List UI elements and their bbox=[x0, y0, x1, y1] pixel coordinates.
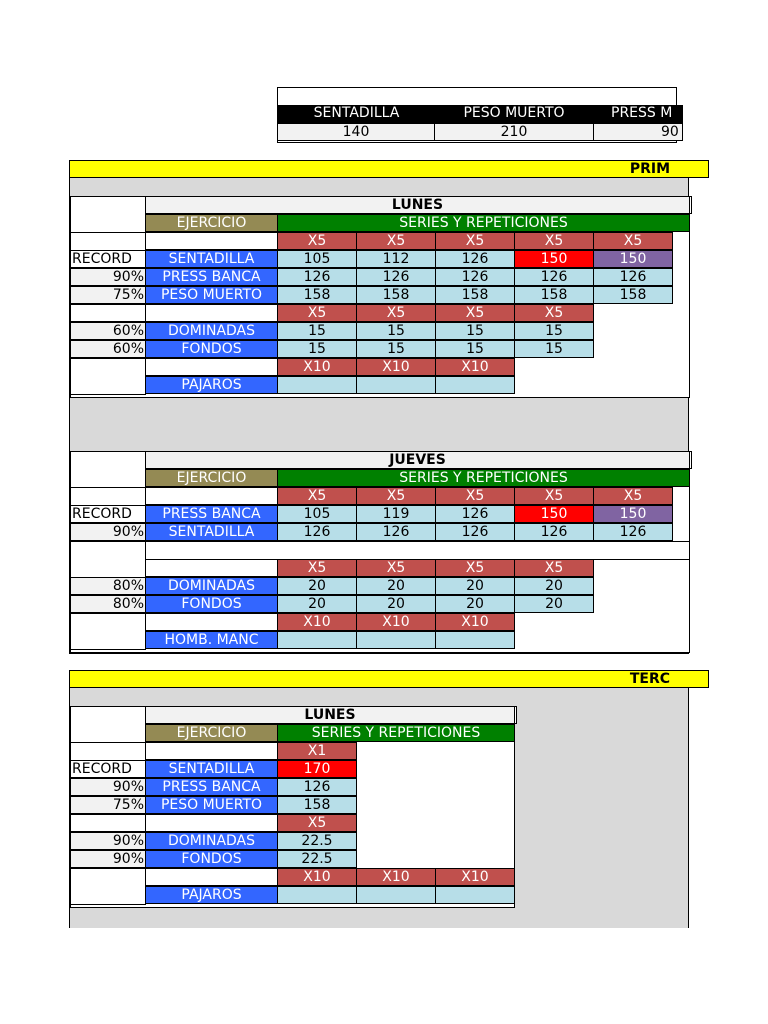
set-value: 126 bbox=[277, 778, 357, 796]
column-header-series: SERIES Y REPETICIONES bbox=[277, 469, 690, 487]
blank-cell bbox=[145, 358, 278, 376]
blank-cell bbox=[145, 232, 278, 250]
records-value-press: 90 bbox=[593, 123, 683, 141]
set-value: 158 bbox=[593, 286, 673, 304]
set-value bbox=[356, 886, 436, 904]
reps-label: X5 bbox=[514, 559, 594, 577]
set-value: 20 bbox=[514, 577, 594, 595]
reps-label: X10 bbox=[277, 613, 357, 631]
week3-banner: TERC bbox=[69, 670, 709, 688]
column-header-series: SERIES Y REPETICIONES bbox=[277, 724, 515, 742]
set-value: 158 bbox=[277, 796, 357, 814]
percent-label: RECORD bbox=[70, 760, 146, 778]
blank-cell bbox=[145, 487, 278, 505]
reps-label: X5 bbox=[435, 487, 515, 505]
exercise-name: PESO MUERTO bbox=[145, 286, 278, 304]
set-value: 112 bbox=[356, 250, 436, 268]
set-value: 126 bbox=[435, 250, 515, 268]
set-value: 22.5 bbox=[277, 850, 357, 868]
reps-label: X5 bbox=[277, 304, 357, 322]
set-value: 15 bbox=[435, 322, 515, 340]
exercise-name: FONDOS bbox=[145, 850, 278, 868]
set-value: 105 bbox=[277, 505, 357, 523]
set-value: 170 bbox=[277, 760, 357, 778]
day-title: LUNES bbox=[145, 706, 515, 724]
blank-cell bbox=[145, 304, 278, 322]
column-header-exercise: EJERCICIO bbox=[145, 214, 278, 232]
set-value bbox=[277, 886, 357, 904]
blank-cell bbox=[70, 868, 146, 905]
set-value: 158 bbox=[277, 286, 357, 304]
reps-label: X10 bbox=[277, 358, 357, 376]
reps-label: X5 bbox=[514, 487, 594, 505]
reps-label: X5 bbox=[277, 487, 357, 505]
week1-banner: PRIM bbox=[69, 160, 709, 178]
set-value: 126 bbox=[514, 523, 594, 541]
set-value bbox=[277, 631, 357, 649]
reps-label: X10 bbox=[356, 613, 436, 631]
set-value: 105 bbox=[277, 250, 357, 268]
reps-label: X10 bbox=[356, 868, 436, 886]
percent-label: RECORD bbox=[70, 250, 146, 268]
reps-label: X10 bbox=[435, 868, 515, 886]
column-header-series: SERIES Y REPETICIONES bbox=[277, 214, 690, 232]
blank-cell bbox=[70, 196, 146, 233]
set-value: 150 bbox=[593, 250, 673, 268]
percent-label: 90% bbox=[70, 832, 146, 850]
set-value: 15 bbox=[356, 322, 436, 340]
exercise-name: PRESS BANCA bbox=[145, 778, 278, 796]
exercise-name: FONDOS bbox=[145, 595, 278, 613]
blank-cell bbox=[145, 868, 278, 886]
set-value: 158 bbox=[514, 286, 594, 304]
reps-label: X5 bbox=[593, 232, 673, 250]
percent-label: 90% bbox=[70, 778, 146, 796]
blank-cell bbox=[70, 706, 146, 743]
set-value: 20 bbox=[356, 577, 436, 595]
set-value: 15 bbox=[356, 340, 436, 358]
exercise-name: PAJAROS bbox=[145, 886, 278, 904]
set-value: 150 bbox=[593, 505, 673, 523]
set-value: 126 bbox=[435, 505, 515, 523]
percent-label: 90% bbox=[70, 523, 146, 541]
blank-cell bbox=[145, 541, 690, 560]
reps-label: X5 bbox=[435, 559, 515, 577]
records-header-press: PRESS M bbox=[593, 105, 683, 123]
reps-label: X5 bbox=[514, 304, 594, 322]
percent-label: RECORD bbox=[70, 505, 146, 523]
set-value: 150 bbox=[514, 250, 594, 268]
set-value: 126 bbox=[277, 268, 357, 286]
exercise-name: SENTADILLA bbox=[145, 250, 278, 268]
exercise-name: DOMINADAS bbox=[145, 832, 278, 850]
set-value: 15 bbox=[277, 340, 357, 358]
set-value: 150 bbox=[514, 505, 594, 523]
exercise-name: SENTADILLA bbox=[145, 523, 278, 541]
exercise-name: FONDOS bbox=[145, 340, 278, 358]
set-value bbox=[277, 376, 357, 394]
blank-cell bbox=[145, 742, 278, 760]
set-value bbox=[435, 631, 515, 649]
reps-label: X5 bbox=[277, 232, 357, 250]
blank-cell bbox=[70, 541, 146, 578]
exercise-name: PAJAROS bbox=[145, 376, 278, 394]
set-value: 126 bbox=[593, 268, 673, 286]
reps-label: X5 bbox=[435, 232, 515, 250]
reps-label: X5 bbox=[277, 559, 357, 577]
set-value bbox=[435, 886, 515, 904]
reps-label: X5 bbox=[356, 559, 436, 577]
set-value: 15 bbox=[514, 322, 594, 340]
blank-cell bbox=[70, 814, 146, 832]
column-header-exercise: EJERCICIO bbox=[145, 469, 278, 487]
set-value: 126 bbox=[514, 268, 594, 286]
day-title: JUEVES bbox=[145, 451, 690, 469]
reps-label: X5 bbox=[435, 304, 515, 322]
set-value: 158 bbox=[435, 286, 515, 304]
percent-label: 60% bbox=[70, 340, 146, 358]
day-title: LUNES bbox=[145, 196, 690, 214]
reps-label: X5 bbox=[514, 232, 594, 250]
set-value: 126 bbox=[435, 268, 515, 286]
reps-label: X10 bbox=[356, 358, 436, 376]
exercise-name: PESO MUERTO bbox=[145, 796, 278, 814]
percent-label: 75% bbox=[70, 286, 146, 304]
exercise-name: DOMINADAS bbox=[145, 322, 278, 340]
set-value: 15 bbox=[435, 340, 515, 358]
records-header-sentadilla: SENTADILLA bbox=[278, 105, 435, 123]
percent-label: 80% bbox=[70, 577, 146, 595]
percent-label: 90% bbox=[70, 850, 146, 868]
set-value: 20 bbox=[435, 595, 515, 613]
set-value: 158 bbox=[356, 286, 436, 304]
blank-cell bbox=[145, 613, 278, 631]
set-value: 15 bbox=[514, 340, 594, 358]
exercise-name: HOMB. MANC bbox=[145, 631, 278, 649]
set-value: 20 bbox=[277, 577, 357, 595]
blank-cell bbox=[145, 814, 278, 832]
set-value: 15 bbox=[277, 322, 357, 340]
reps-label: X10 bbox=[435, 358, 515, 376]
reps-label: X5 bbox=[356, 232, 436, 250]
set-value: 20 bbox=[356, 595, 436, 613]
column-header-exercise: EJERCICIO bbox=[145, 724, 278, 742]
blank-cell bbox=[145, 559, 278, 577]
records-header-peso-muerto: PESO MUERTO bbox=[435, 105, 593, 123]
set-value: 126 bbox=[435, 523, 515, 541]
reps-label: X1 bbox=[277, 742, 357, 760]
exercise-name: PRESS BANCA bbox=[145, 268, 278, 286]
set-value: 126 bbox=[356, 523, 436, 541]
blank-cell bbox=[70, 304, 146, 322]
reps-label: X5 bbox=[593, 487, 673, 505]
set-value bbox=[435, 376, 515, 394]
reps-label: X10 bbox=[277, 868, 357, 886]
set-value: 22.5 bbox=[277, 832, 357, 850]
reps-label: X10 bbox=[435, 613, 515, 631]
set-value bbox=[356, 631, 436, 649]
set-value: 126 bbox=[277, 523, 357, 541]
reps-label: X5 bbox=[356, 487, 436, 505]
records-value-peso-muerto: 210 bbox=[434, 123, 594, 141]
set-value bbox=[356, 376, 436, 394]
set-value: 126 bbox=[356, 268, 436, 286]
reps-label: X5 bbox=[356, 304, 436, 322]
percent-label: 90% bbox=[70, 268, 146, 286]
percent-label: 75% bbox=[70, 796, 146, 814]
percent-label: 60% bbox=[70, 322, 146, 340]
set-value: 119 bbox=[356, 505, 436, 523]
set-value: 126 bbox=[593, 523, 673, 541]
records-value-sentadilla: 140 bbox=[277, 123, 435, 141]
exercise-name: SENTADILLA bbox=[145, 760, 278, 778]
exercise-name: DOMINADAS bbox=[145, 577, 278, 595]
blank-cell bbox=[70, 358, 146, 395]
set-value: 20 bbox=[435, 577, 515, 595]
set-value: 20 bbox=[277, 595, 357, 613]
set-value: 20 bbox=[514, 595, 594, 613]
blank-cell bbox=[70, 451, 146, 488]
reps-label: X5 bbox=[277, 814, 357, 832]
blank-cell bbox=[70, 613, 146, 650]
percent-label: 80% bbox=[70, 595, 146, 613]
exercise-name: PRESS BANCA bbox=[145, 505, 278, 523]
